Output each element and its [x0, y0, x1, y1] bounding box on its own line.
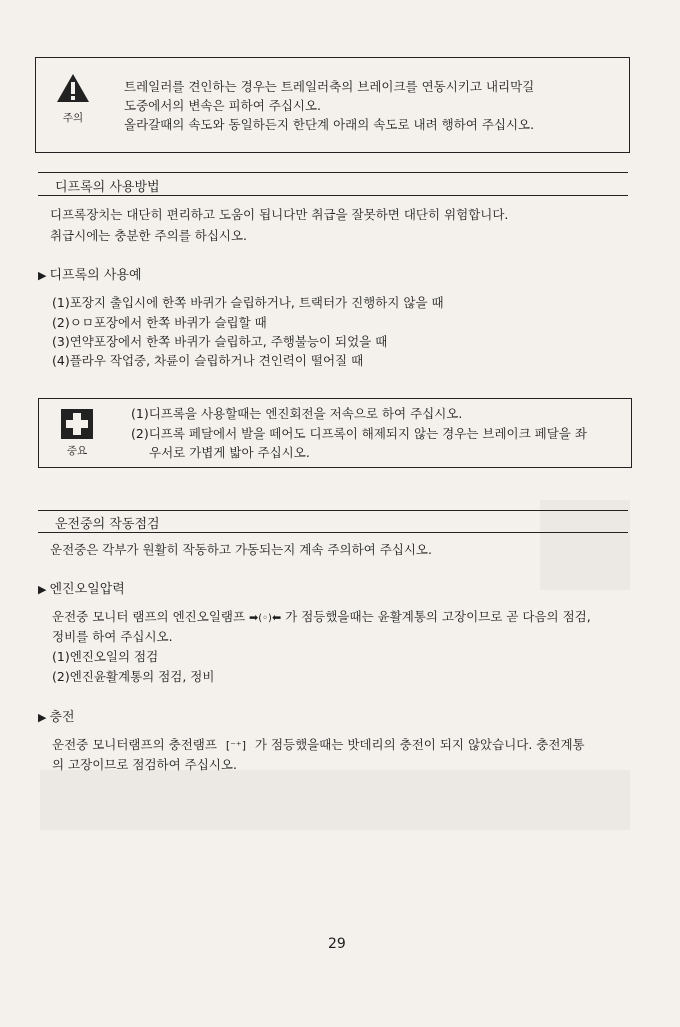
section-rule-bottom	[38, 195, 628, 196]
oil-text-suffix: 가 점등했을때는 윤활계통의 고장이므로 곧 다음의 점검,	[285, 609, 591, 624]
diff-lock-example-4: (4)플라우 작업중, 차륜이 슬립하거나 견인력이 떨어질 때	[52, 353, 364, 368]
important-caption: 중요	[66, 445, 88, 457]
first-aid-cross-icon	[61, 409, 93, 439]
oil-check-item-1: (1)엔진오일의 점검	[52, 649, 159, 664]
section-rule-bottom	[38, 532, 628, 533]
triangle-bullet-icon: ▶	[38, 711, 47, 724]
triangle-bullet-icon: ▶	[38, 269, 47, 282]
diff-lock-examples-title: 디프록의 사용예	[49, 268, 142, 283]
section-title-operation-check: 운전중의 작동점검	[55, 517, 160, 532]
warning-caption: 주의	[62, 112, 84, 124]
charge-text-line-1	[52, 735, 585, 756]
oil-pressure-text-line-1	[52, 607, 591, 629]
diff-lock-example-3: (3)연약포장에서 한쪽 바퀴가 슬립하고, 주행불능이 되었을 때	[52, 334, 388, 349]
oil-check-item-2: (2)엔진윤활계통의 점검, 정비	[52, 669, 215, 684]
warning-triangle-icon	[56, 72, 90, 104]
diff-lock-example-1: (1)포장지 출입시에 한쪽 바퀴가 슬립하거나, 트랙터가 진행하지 않을 때	[52, 295, 444, 310]
section-rule-top	[38, 510, 628, 511]
diff-lock-intro-2: 취급시에는 충분한 주의를 하십시오.	[50, 228, 248, 243]
important-line-2: (2)디프록 페달에서 발을 떼어도 디프록이 해제되지 않는 경우는 브레이크 페달을 좌	[131, 426, 587, 441]
diff-lock-examples-heading	[38, 264, 142, 283]
diff-lock-intro-1: 디프록장치는 대단히 편리하고 도움이 됩니다만 취급을 잘못하면 대단히 위험합니다.	[50, 207, 509, 222]
charge-text-line-2: 의 고장이므로 점검하여 주십시오.	[52, 757, 237, 772]
important-line-1: (1)디프록을 사용할때는 엔진회전을 저속으로 하여 주십시오.	[131, 406, 463, 421]
oil-pressure-text-line-2: 정비를 하여 주십시오.	[52, 629, 173, 644]
section-title-diff-lock: 디프록의 사용방법	[55, 180, 160, 195]
warning-line-3: 올라갈때의 속도와 동일하든지 한단계 아래의 속도로 내려 행하여 주십시오.	[124, 117, 535, 132]
operation-check-intro: 운전중은 각부가 원활히 작동하고 가동되는지 계속 주의하여 주십시오.	[50, 542, 432, 557]
section-rule-top	[38, 172, 628, 173]
battery-lamp-icon: [⁻⁺]	[225, 739, 247, 752]
charge-text-suffix: 가 점등했을때는 밧데리의 충전이 되지 않았습니다. 충전계통	[254, 737, 585, 752]
triangle-bullet-icon: ▶	[38, 583, 47, 596]
warning-box	[35, 57, 630, 153]
diff-lock-example-2: (2)ㅇㅁ포장에서 한쪽 바퀴가 슬립할 때	[52, 315, 267, 330]
charge-text-prefix: 운전중 모니터램프의 충전램프	[52, 737, 217, 752]
warning-line-2: 도중에서의 변속은 피하여 주십시오.	[124, 98, 322, 113]
important-line-3: 우서로 가볍게 밟아 주십시오.	[149, 445, 310, 460]
important-box	[38, 398, 632, 468]
bleed-through-mark	[40, 770, 630, 830]
oil-lamp-icon: ➡(◦)⬅	[249, 611, 282, 624]
charge-title: 충전	[49, 710, 75, 725]
bleed-through-mark	[540, 500, 630, 590]
oil-text-prefix: 운전중 모니터 램프의 엔진오일램프	[52, 609, 246, 624]
warning-line-1: 트레일러를 견인하는 경우는 트레일러축의 브레이크를 연동시키고 내리막길	[124, 79, 535, 94]
page-number: 29	[328, 936, 346, 952]
oil-pressure-title: 엔진오일압력	[49, 582, 125, 597]
charge-heading	[38, 706, 75, 725]
oil-pressure-heading	[38, 578, 125, 597]
